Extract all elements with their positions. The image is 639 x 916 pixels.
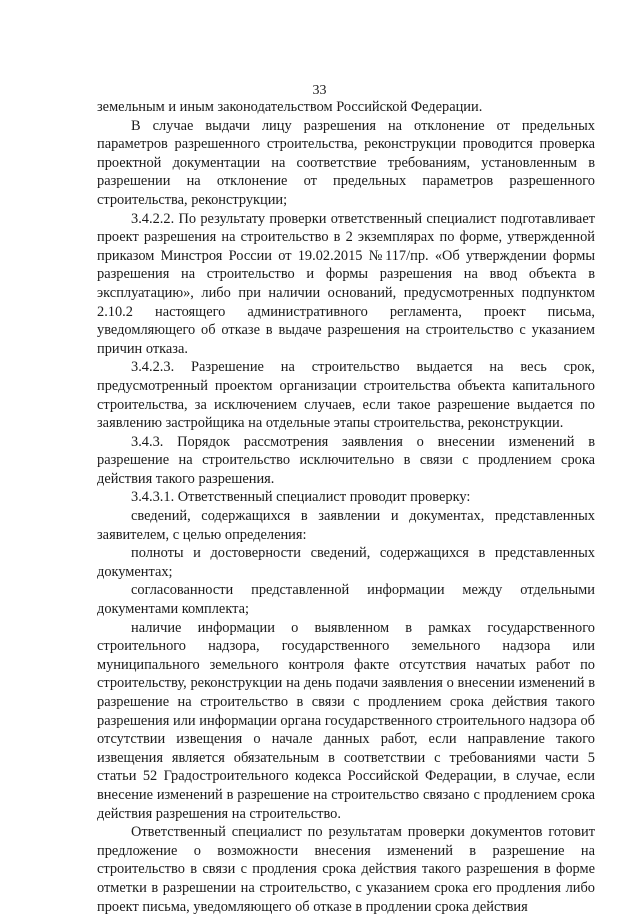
- paragraph-completeness: полноты и достоверности сведений, содержащихся в представленных документах;: [97, 545, 595, 580]
- paragraph-3-4-2-2: 3.4.2.2. По результату проверки ответственный специалист подготавливает проект разрешения на строительство в 2 экземплярах по форме, утвержденной приказом Минстроя России от 19.02.2015 №117/пр. «Об утверждении формы разрешения на строительство и формы разрешения на ввод объекта в эксплуатацию», либо при наличии оснований, предусмотренных подпунктом 2.10.2 настоящего административного регламента, проект письма, уведомляющего об отказе в выдаче разрешения на строительство с указанием причин отказа.: [97, 210, 595, 357]
- page-number: 33: [312, 83, 327, 98]
- paragraph-3-4-3: 3.4.3. Порядок рассмотрения заявления о внесении изменений в разрешение на строительство исключительно в связи с продлением срока действия такого разрешения.: [97, 433, 595, 487]
- paragraph-deviation-permit: В случае выдачи лицу разрешения на отклонение от предельных параметров разрешенного строительства, реконструкции проводится проверка проектной документации на соответствие требованиям, установленным в разрешении на отклонение от предельных параметров разрешенного строительства, реконструкции;: [97, 117, 595, 208]
- paragraph-continuation: земельным и иным законодательством Российской Федерации.: [97, 99, 483, 115]
- paragraph-3-4-2-3: 3.4.2.3. Разрешение на строительство выдается на весь срок, предусмотренный проектом организации строительства объекта капитального строительства, за исключением случаев, если такое разрешение выдается по заявлению застройщика на отдельные этапы строительства, реконструкции.: [97, 359, 595, 432]
- paragraph-supervision-info: наличие информации о выявленном в рамках государственного строительного надзора, государственного земельного надзора или муниципального земельного контроля факте отсутствия начатых работ по строительству, реконструкции на день подачи заявления о внесении изменений в разрешение на строительство в связи с продлением срока действия такого разрешения или информации органа государственного строительного надзора об отсутствии извещения о начале данных работ, если направление такого извещения является обязательным в соответствии с требованиями части 5 статьи 52 Градостроительного кодекса Российской Федерации, в случае, если внесение изменений в разрешение на строительство связано с продлением срока действия разрешения на строительство.: [97, 619, 595, 822]
- paragraph-3-4-3-1: 3.4.3.1. Ответственный специалист проводит проверку:: [131, 489, 471, 506]
- paragraph-consistency: согласованности представленной информации между отдельными документами комплекта;: [97, 582, 595, 618]
- document-body: [97, 98, 595, 916]
- paragraph-specialist-proposal: Ответственный специалист по результатам проверки документов готовит предложение о возможности внесения изменений в разрешение на строительство в связи с продления срока действия такого разрешения в форме отметки в разрешении на строительство, с указанием срока его продления либо проект письма, уведомляющего об отказе в продлении срока действия: [97, 824, 595, 915]
- paragraph-check-information: сведений, содержащихся в заявлении и документах, представленных заявителем, с целью определения:: [97, 508, 595, 543]
